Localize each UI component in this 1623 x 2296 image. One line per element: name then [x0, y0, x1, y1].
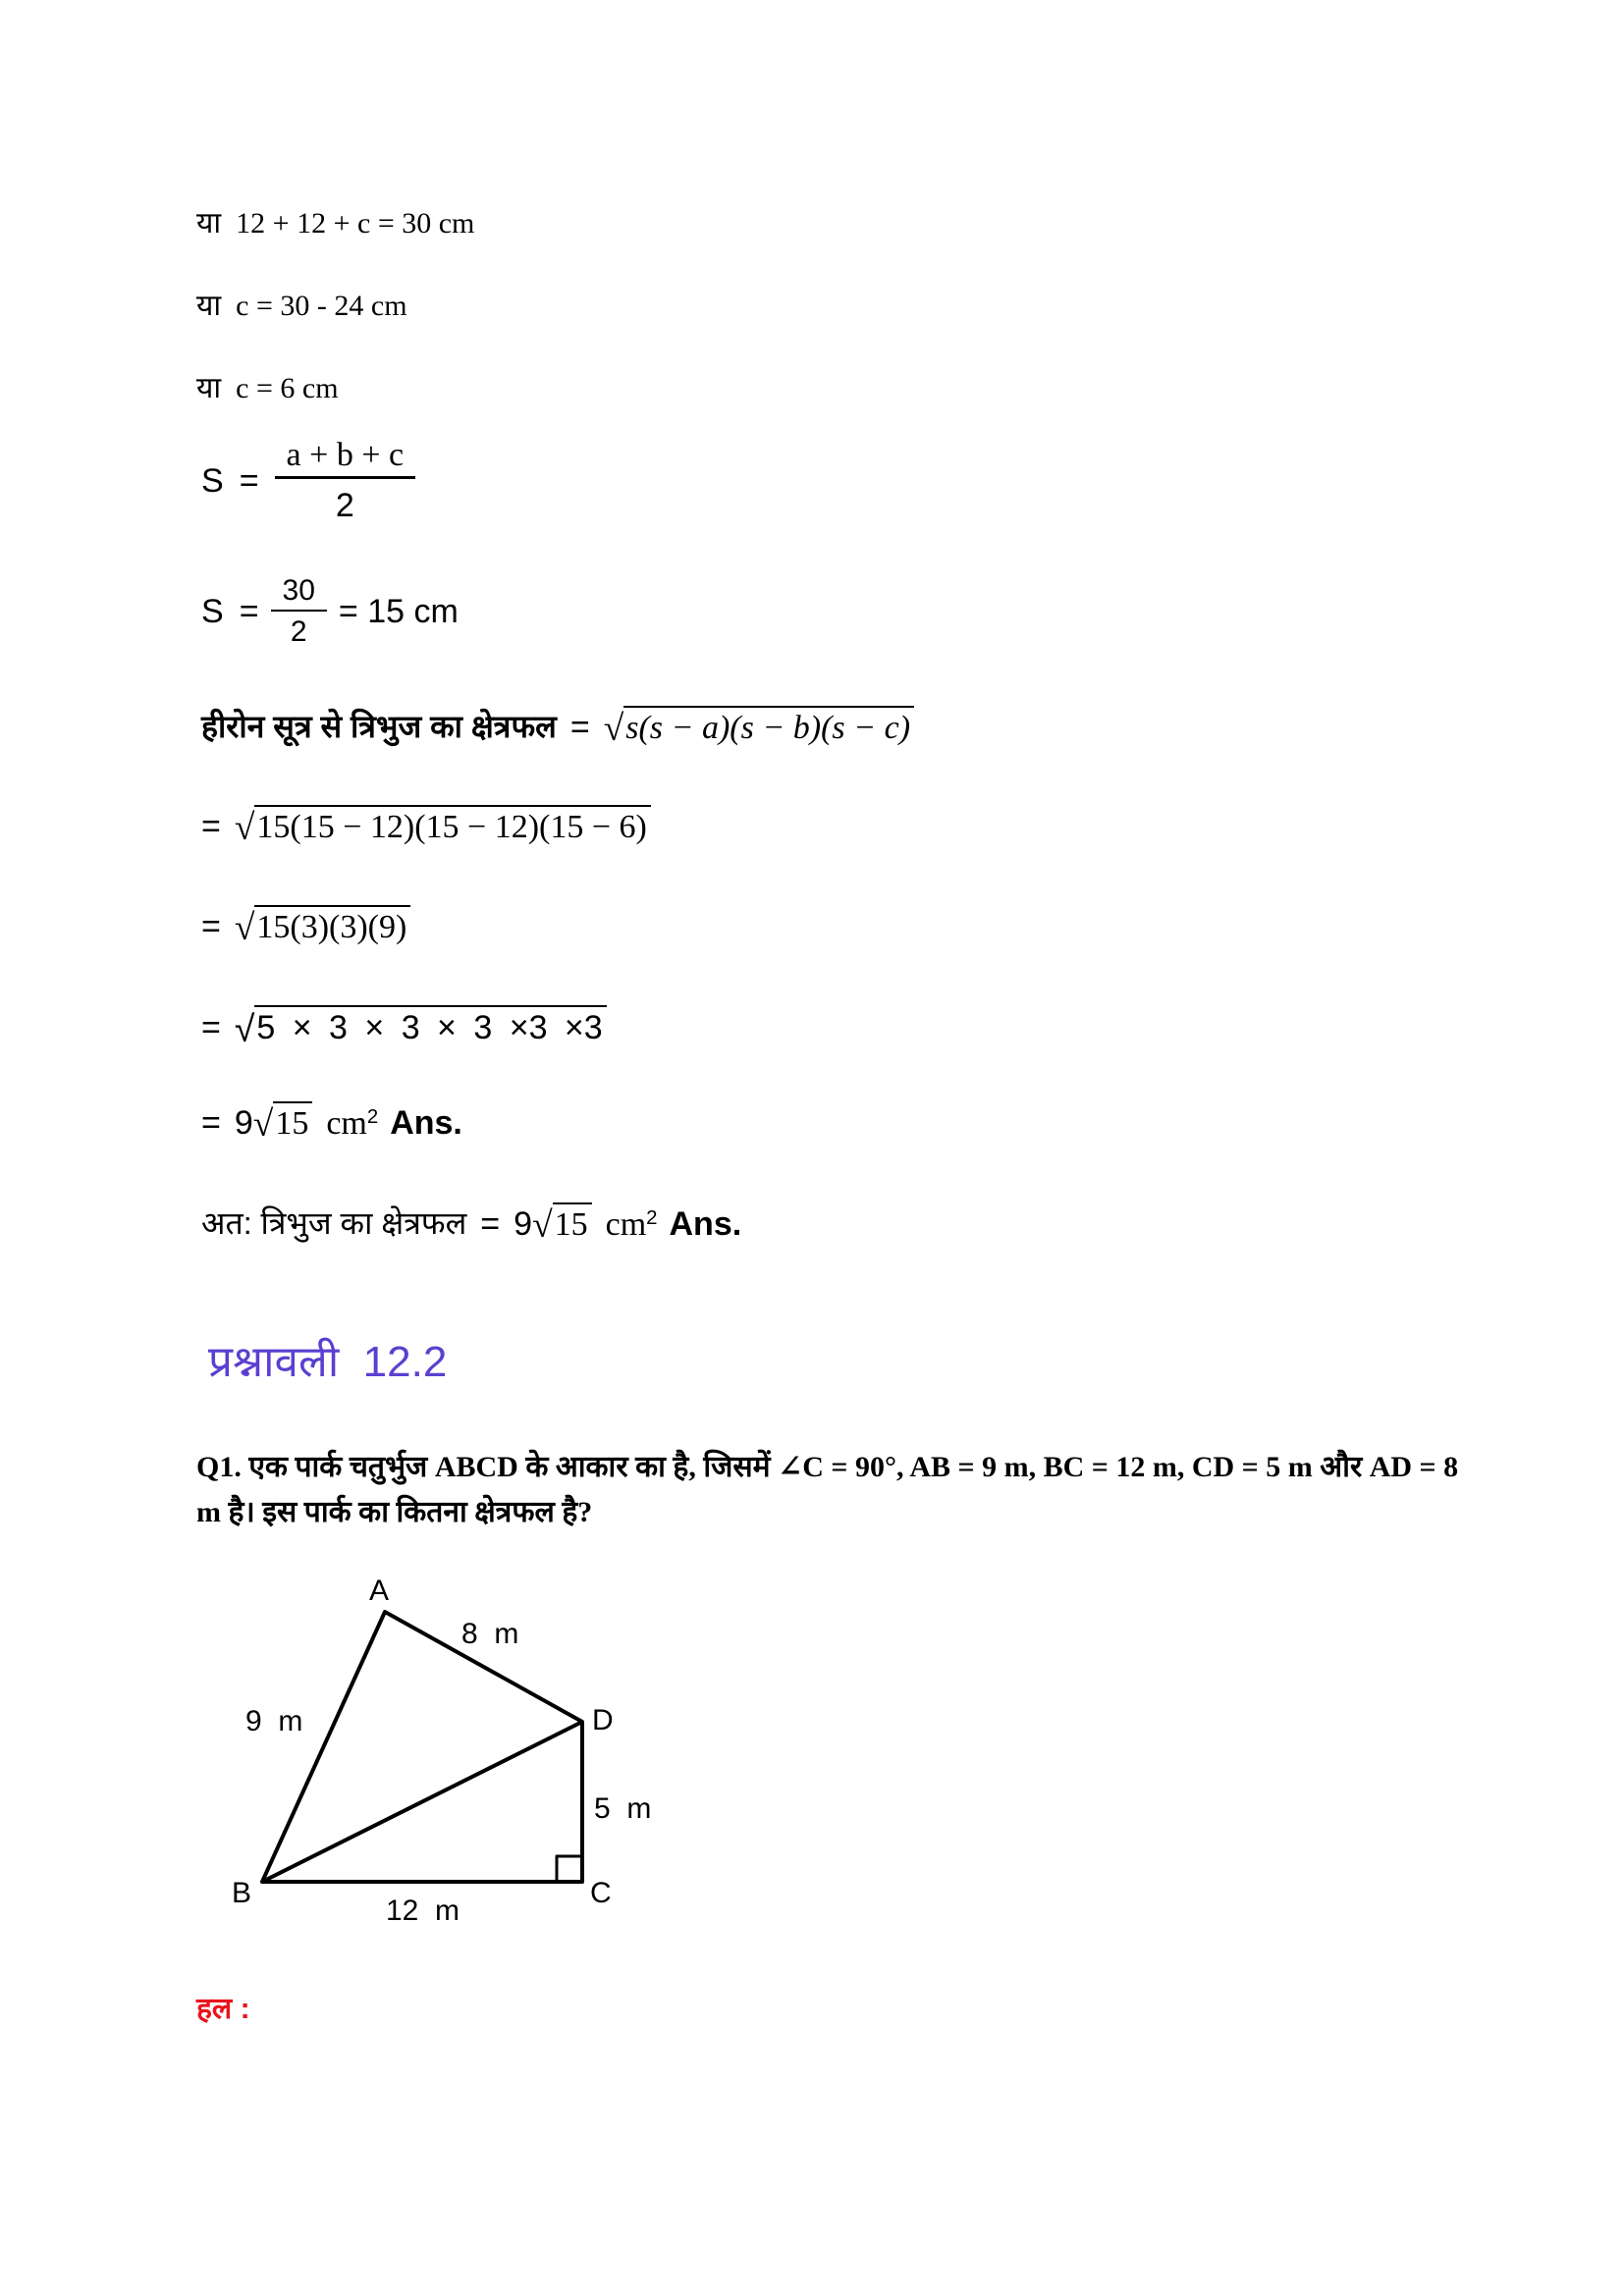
radicand: s(s − a)(s − b)(s − c) — [623, 706, 914, 747]
equals-sign: = — [201, 1009, 221, 1046]
exercise-heading: प्रश्नावली 12.2 — [208, 1338, 448, 1386]
side-label-ab: 9 m — [245, 1705, 303, 1737]
radicand: 15 — [553, 1202, 592, 1244]
equals-sign: = — [480, 1205, 501, 1243]
coefficient: 9 — [234, 1104, 253, 1142]
answer-label: Ans. — [669, 1205, 742, 1243]
vertex-label-b: B — [232, 1877, 252, 1909]
equals-sign: = — [201, 1104, 221, 1142]
unit: cm — [605, 1206, 647, 1243]
s-symbol: S — [201, 461, 224, 500]
numerator: 30 — [282, 574, 315, 607]
vertex-label-c: C — [590, 1877, 612, 1909]
radical-sign: √ — [532, 1204, 553, 1246]
unit: cm — [326, 1105, 367, 1142]
step-expression: 12 + 12 + c = 30 cm — [236, 207, 475, 240]
radical-sign: √ — [234, 1007, 255, 1049]
vertex-label-a: A — [369, 1575, 390, 1607]
semi-perimeter-result: = 15 cm — [338, 592, 459, 630]
radicand: 15(3)(3)(9) — [254, 905, 410, 946]
equals-sign: = — [239, 461, 259, 500]
conclusion-label: अत: त्रिभुज का क्षेत्रफल — [201, 1205, 467, 1241]
step-expression: c = 6 cm — [236, 372, 339, 404]
equals-sign: = — [569, 709, 590, 746]
radicand: 5 × 3 × 3 × 3 ×3 ×3 — [254, 1005, 606, 1047]
heron-label: हीरोन सूत्र से त्रिभुज का क्षेत्रफल — [201, 709, 557, 744]
radicand: 15 — [273, 1101, 312, 1143]
denominator: 2 — [271, 610, 327, 649]
s-symbol: S — [201, 592, 224, 630]
vertex-label-d: D — [592, 1704, 614, 1736]
equals-sign: = — [201, 908, 221, 945]
radical-sign: √ — [234, 807, 255, 848]
side-label-bc: 12 m — [386, 1895, 460, 1927]
answer-label: Ans. — [390, 1104, 462, 1142]
step-expression: c = 30 - 24 cm — [236, 290, 407, 322]
side-label-ad: 8 m — [461, 1618, 519, 1650]
diagonal-bd — [262, 1722, 582, 1882]
step-prefix: या — [196, 372, 222, 404]
right-angle-marker — [557, 1856, 582, 1882]
radical-sign: √ — [252, 1103, 274, 1145]
unit-power: 2 — [646, 1207, 658, 1229]
equals-sign: = — [239, 592, 259, 630]
denominator: 2 — [275, 476, 416, 525]
question-text: Q1. एक पार्क चतुर्भुज ABCD के आकार का है, जिसमें ∠C = 90°, AB = 9 m, BC = 12 m, CD = 5 m और AD = 8 m है। इस पार्क का कितना क्षेत्रफल है? — [196, 1451, 1459, 1528]
equals-sign: = — [201, 808, 221, 845]
coefficient: 9 — [514, 1205, 533, 1243]
solution-label: हल : — [196, 1993, 250, 2025]
radical-sign: √ — [603, 708, 624, 749]
radical-sign: √ — [234, 907, 255, 948]
step-prefix: या — [196, 207, 222, 240]
numerator: a + b + c — [286, 437, 405, 473]
step-prefix: या — [196, 290, 222, 322]
unit-power: 2 — [366, 1106, 379, 1128]
side-label-dc: 5 m — [594, 1792, 652, 1825]
radicand: 15(15 − 12)(15 − 12)(15 − 6) — [254, 805, 650, 846]
